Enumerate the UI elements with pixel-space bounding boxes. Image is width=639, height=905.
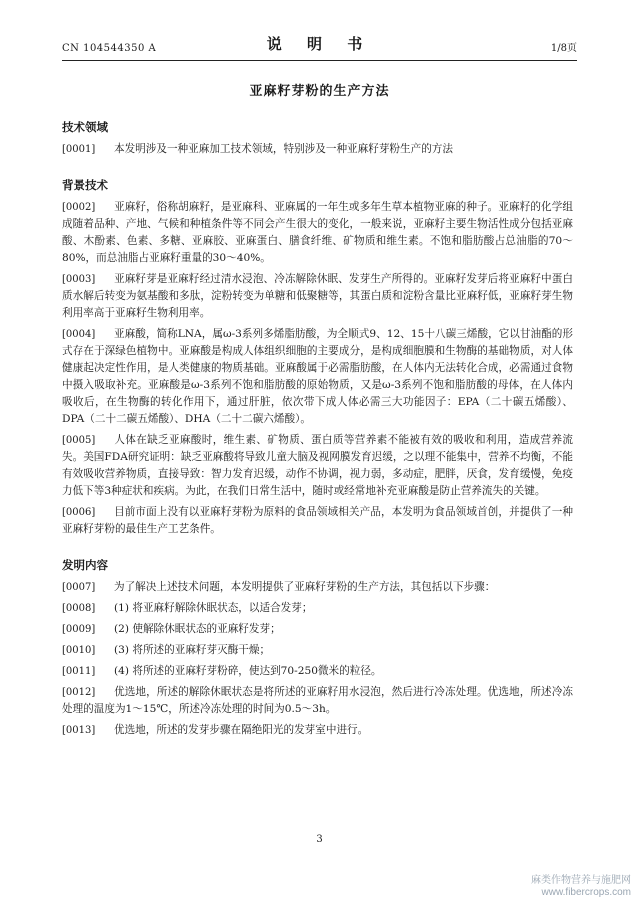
paragraph-text: 亚麻籽芽是亚麻籽经过清水浸泡、冷冻解除休眠、发芽生产所得的。亚麻籽发芽后将亚麻籽中蛋白质水解后转变为氨基酸和多肽，淀粉转变为单糖和低聚糖等，其蛋白质和淀粉含量比亚麻籽低，亚麻籽芽生物利用率高于亚麻籽生物利用率。: [62, 273, 573, 319]
paragraph-number: [0003]: [62, 274, 96, 285]
paragraph-number: [0007]: [62, 582, 96, 593]
paragraph-text: 优选地，所述的解除休眠状态是将所述的亚麻籽用水浸泡，然后进行冷冻处理。优选地，所述冷冻处理的温度为1～15℃，所述冷冻处理的时间为0.5～3h。: [62, 686, 573, 715]
paragraph-text: 亚麻籽，俗称胡麻籽，是亚麻科、亚麻属的一年生或多年生草本植物亚麻的种子。亚麻籽的化学组成随着品种、产地、气候和种植条件等不同会产生很大的变化，一般来说，亚麻籽主要生物活性成分包括亚麻酸、木酚素、色素、多糖、亚麻胶、亚麻蛋白、膳食纤维、矿物质和维生素。不饱和脂肪酸占总油脂的70～80%，而总油脂占亚麻籽重量的30～40%。: [62, 201, 573, 264]
paragraph: [62, 663, 573, 680]
paragraph: [62, 600, 573, 617]
paragraph-text: (3) 将所述的亚麻籽芽灭酶干燥；: [114, 644, 271, 656]
paragraph: [62, 621, 573, 638]
paragraph: [62, 504, 573, 538]
paragraph-number: [0002]: [62, 202, 96, 213]
paragraph: [62, 199, 573, 267]
paragraph-text: 优选地，所述的发芽步骤在隔绝阳光的发芽室中进行。: [114, 724, 369, 736]
document-body: [62, 118, 573, 743]
paragraph-number: [0006]: [62, 507, 96, 518]
watermark: [531, 875, 631, 899]
paragraph-text: 目前市面上没有以亚麻籽芽粉为原料的食品领域相关产品，本发明为食品领域首创，并提供了一种亚麻籽芽粉的最佳生产工艺条件。: [62, 506, 573, 535]
paragraph: [62, 579, 573, 596]
section-heading-technical-field: 技术领域: [62, 120, 108, 134]
section-heading-background: 背景技术: [62, 178, 108, 192]
paragraph-text: 亚麻酸，简称LNA，属ω-3系列多烯脂肪酸，为全顺式9、12、15十八碳三烯酸，它以甘油酯的形式存在于深绿色植物中。亚麻酸是构成人体组织细胞的主要成分，是构成细胞膜和生物酶的基础物质，对人体健康起决定性作用，是人类健康的物质基础。亚麻酸属于必需脂肪酸，在人体内无法转化合成，必需通过食物中摄入吸取补充。亚麻酸是ω-3系列不饱和脂肪酸的原始物质，又是ω-3系列不饱和脂肪酸的母体，在人体内吸收后，在生物酶的转化作用下，通过肝脏，依次带下成人体必需三大功能因子：EPA（二十碳五烯酸）、DPA（二十二碳五烯酸）、DHA（二十二碳六烯酸）。: [62, 328, 573, 425]
paragraph: [62, 432, 573, 500]
paragraph-number: [0001]: [62, 144, 96, 155]
paragraph-number: [0004]: [62, 329, 96, 340]
paragraph-number: [0008]: [62, 603, 96, 614]
paragraph-text: 本发明涉及一种亚麻加工技术领域，特别涉及一种亚麻籽芽粉生产的方法: [114, 143, 453, 155]
patent-number: CN 104544350 A: [62, 43, 157, 54]
paragraph-number: [0013]: [62, 725, 96, 736]
document-title: 亚麻籽芽粉的生产方法: [249, 84, 390, 99]
paragraph-text: (2) 使解除休眠状态的亚麻籽发芽；: [114, 623, 281, 635]
watermark-line: www.fibercrops.com: [541, 887, 631, 898]
paragraph: [62, 642, 573, 659]
paragraph: [62, 684, 573, 718]
paragraph: [62, 722, 573, 739]
page-header: [62, 30, 577, 61]
paragraph: [62, 326, 573, 428]
paragraph-number: [0011]: [62, 666, 96, 677]
paragraph-number: [0010]: [62, 645, 96, 656]
paragraph-text: (4) 将所述的亚麻籽芽粉碎，使达到70-250微米的粒径。: [114, 665, 382, 677]
paragraph-number: [0005]: [62, 435, 96, 446]
paragraph-text: 为了解决上述技术问题，本发明提供了亚麻籽芽粉的生产方法，其包括以下步骤：: [114, 581, 496, 593]
paragraph: [62, 271, 573, 322]
paragraph-number: [0009]: [62, 624, 96, 635]
page-number: 3: [316, 834, 323, 845]
doc-type-label: 说 明 书: [266, 35, 373, 53]
paragraph-text: (1) 将亚麻籽解除休眠状态，以适合发芽；: [114, 602, 313, 614]
page-indicator: 1/8页: [550, 43, 577, 54]
paragraph: [62, 141, 573, 158]
section-heading-invention-content: 发明内容: [62, 558, 108, 572]
watermark-line: 麻类作物营养与施肥网: [531, 875, 631, 886]
paragraph-text: 人体在缺乏亚麻酸时，维生素、矿物质、蛋白质等营养素不能被有效的吸收和利用，造成营养流失。美国FDA研究证明：缺乏亚麻酸将导致儿童大脑及视网膜发育迟缓，之以理不能集中，营养不均衡，不能有效吸收营养物质，直接导致：智力发育迟缓，动作不协调，视力弱，多动症，肥胖，厌食，发育缓慢，免疫力低下等3种症状和疾病。为此，在我们日常生活中，随时或经常地补充亚麻酸是防止营养流失的关键。: [62, 434, 573, 497]
paragraph-number: [0012]: [62, 687, 96, 698]
